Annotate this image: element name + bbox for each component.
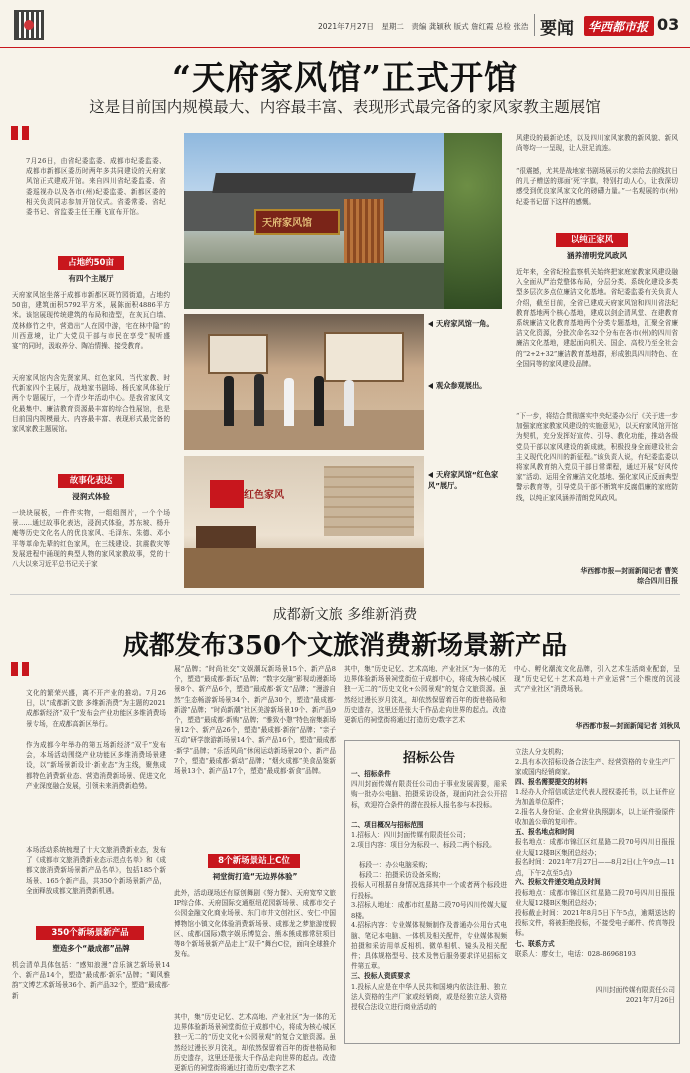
tender-title: 招标公告: [402, 751, 455, 766]
article2-mid-p3-start: 其中，集“历史记忆、艺术高地、产业社区”为一体的无边界体验新场景祠堂街位于成都中心，将成为核心城区独一无二的“历史文化+公园景观”的复合文旅资源。虽然经过漫长岁月洗礼，却依然保留着百年的街巷格局和历史遗存，这里还是张大千作品走向世界的起点。改造更新后的祠堂街将通过打造历史/数字艺术: [174, 1013, 336, 1073]
article1-p2: 天府家风馆内含先贤家风、红色家风、当代家教、时代新家四个主展厅，战地家书剧场、杨氏家风体验厅两个专题展厅，一个青少年活动中心。是我省家风文化最集中、廉洁教育资源最丰富的综合性展馆，也是目前国内规模最大、内容最丰富、表现形式最完备的家风家教主题展馆。: [12, 374, 170, 434]
photo-museum-exterior: [184, 133, 502, 309]
tender-s2-item: 投标人可根据自身情况选择其中一个或者两个标段进行投标。: [351, 881, 507, 900]
tender-s3: 三、投标人资质要求: [351, 972, 411, 981]
article2-kicker: 成都新文旅 多维新消费: [272, 607, 418, 623]
article1-p3: 一块块展板，一件件实物，一组组图片，一个个场景……通过故事化表达，浸润式体验，苏东坡、杨升庵等历史文化名人的优良家风、毛泽东、朱德、邓小平等革命先辈的红色家风，在三线建设、抗震救灾等发展进程中涌现的典型人物的家风家教故事，党的十八大以来习近平总书记关于家: [12, 509, 170, 569]
paper-name: 华西都市报: [588, 20, 649, 34]
page-number: 03: [657, 15, 680, 34]
article2-byline: 华西都市报—封面新闻记者 刘秋凤: [575, 722, 680, 730]
box-title-clean: 以纯正家风: [556, 233, 628, 247]
tender-s6: 六、投标文件递交地点及时间: [515, 878, 601, 887]
box-subtitle-story: 浸润式体验: [72, 492, 110, 501]
tender-s5: 五、报名地点和时间: [515, 828, 575, 837]
tender-s1: 一、招标条件: [351, 770, 391, 778]
article2-mid-p3: 其中，集“历史记忆、艺术高地、产业社区”为一体的无边界体验新场景祠堂街位于成都中心，将成为核心城区独一无二的“历史文化+公园景观”的复合文旅资源。虽然经过漫长岁月洗礼，却依然保留着百年的街巷格局和历史遗存，这里还是张大千作品走向世界的起点。改造更新后的祠堂街将通过打造历史/数字艺术: [344, 665, 506, 725]
box-title-8: 8个新场景站上C位: [208, 854, 300, 868]
box-subtitle-clean: 涵养清明党风政风: [567, 251, 627, 260]
box-subtitle-area: 有四个主展厅: [68, 274, 114, 283]
museum-sign: 天府家风馆: [262, 218, 312, 229]
photo-exhibit-hall: [184, 314, 424, 450]
tender-s7: 七、联系方式: [515, 939, 555, 948]
masthead-divider: [534, 14, 535, 36]
quote-mark-icon: [10, 660, 32, 680]
article1-p1: 天府家风馆坐落于成都市新都区斑竹园街道，占地约50亩，建筑面积5792平方米，展陈面积4886平方米。该馆展现传统建筑的布局和造型，在灰瓦白墙、茂林修竹之中，营造出“人在园中游，宅在林中隐”的川西意境，让广大党员干部与市民在享受“视听盛宴”的同时，汲取养分、陶冶情操、接受教育。: [12, 291, 170, 351]
tender-r2: 2.具有本次招标设备合法生产、经营资格的专业生产厂家或国内经销商家。: [515, 758, 675, 777]
article1-headline: “天府家风馆”正式开馆: [172, 58, 518, 97]
section-label: 要闻: [540, 19, 574, 39]
article2-lead3: 本场活动系统梳理了十大文旅消费新业态，发布了《成都市文旅消费新业态示范点名单》和《成都文旅消费新场景新产品名单》，包括185个新场景、165个新产品，共350个新场景新产品，全面释放成都文旅消费新机遇。: [26, 846, 166, 895]
qr-code-icon: [14, 10, 44, 40]
photo-red-gallery: [184, 456, 424, 588]
caption-arrow-icon: [428, 472, 433, 478]
box-title-story: 故事化表达: [58, 474, 124, 488]
tender-s4: 四、报名需要提交的材料: [515, 778, 588, 786]
article2-headline: 成都发布350个文旅消费新场景新产品: [122, 631, 568, 661]
tender-sign: 四川封面传媒有限责任公司: [595, 985, 675, 994]
box-title-350: 350个新场景新产品: [36, 926, 144, 940]
tender-s2-item: 3.招标人地址：成都市红星路二段70号四川传媒大厦8楼。: [351, 901, 507, 920]
tender-s6-text: 投标地点：成都市锦江区红星路二段70号四川日报报业大厦12楼B区集团总经办；: [515, 888, 675, 907]
tender-s3-text: 1.投标人应是在中华人民共和国境内依法注册、独立法人资格的生产厂家或经销商，或是经独立法人资格授权合法设立进行商业活动的: [351, 982, 507, 1012]
article2-lead2: 作为成都今年举办的第五场新经济“双千”发布会，本场活动围绕产业功能区多维消费场景建设，以“新场景新设计·新业态”为主线，聚焦成都特色消费新业态、营造消费新场景、促进文化产业深度融合发展，引领未来消费新趋势。: [26, 741, 166, 790]
caption-arrow-icon: [428, 321, 433, 327]
tender-s2-item: 2.项目内容：项目分为标段一、标段二两个标段。: [351, 841, 496, 850]
article1-right-p3: 近年来，全省纪检监察机关始终把家庭家教家风建设融入全面从严治党整体布局，分层分类、系统化建设多类型多层次多点位廉洁文化基地。省纪委监委有关负责人介绍，截至目前，全省已建成天府家风馆和四川省法纪教育基地两个核心基地，建成以剑企清风堂、在建教育系统廉洁文化教育基地两个分类专题基地，汇聚全省廉洁文化资源，分批次命名32个分布在各市(州)的四川省廉洁文化基地，建起面向机关、国企、高校乃至全社会的“2+2+32”廉洁教育基地群，形成独具四川特色、在全国同等的家风建设品牌。: [516, 268, 678, 368]
tender-s2-item: 标段二：拍摄采访设备采购；: [359, 871, 445, 880]
tender-s2: 二、项目概况与招标范围: [351, 821, 424, 830]
article2-left-p: 机会清单具体包括：“感知浪漫”音乐演艺新场景14个、新产品14个，塑造“最成都·新乐”品牌；“蜀风雅韵”文博艺术新场景36个、新产品32个，塑造“最成都·新: [12, 961, 170, 1000]
masthead: [0, 0, 690, 48]
tender-s1-text: 四川封面传媒有限责任公司由于事业发展需要，需采购一批办公电脑、拍摄采访设备，现面向社会公开招标，欢迎符合条件的潜在投标人报名参与本投标。: [351, 780, 507, 809]
tender-s2-item: 4.招标内容：专业媒体视频制作及普通办公用台式电脑、笔记本电脑、一体机及相关配件，专业媒体视频拍摄和采访用单反相机、微单相机、镜头及相关配件；具体规格型号、技术及售后服务要求详见招标文件第五章。: [351, 921, 507, 971]
article2-mid-p1: 展”品牌；“时尚社交”文娱潮玩新场景15个、新产品8个，塑造“最成都·新玩”品牌；“数字交融”影视动漫新场景8个、新产品6个，塑造“最成都·新文”品牌；“漫游自然”生态畅游新场景34个、新产品30个，塑造“最成都·新游”品牌；“时尚新潮”社区美游新场景19个、新产品9个，塑造“最成都·新购”品牌；“雅致小憩”特色宿集新场景12个、新产品26个，塑造“最成都·新宿”品牌；“亲子互动”研学旅游新场景14个、新产品16个，塑造“最成都·新学”品牌；“乐活风尚”休闲运动新场景20个、新产品7个，塑造“最成都·新动”品牌；“烟火成都”美食品鉴新场景13个、新产品17个，塑造“最成都·新食”品牌。: [174, 665, 336, 776]
article2-lead: 文化的繁荣兴盛，离不开产业的推动。7月26日，以“成都新文旅 多维新消费”为主题的2021成都新经济“双千”发布会产业功能区多维消费场景专场，在成都高新区举行。: [26, 689, 166, 728]
tender-s4-text2: 2.报名人身份证、企业营业执照副本，以上证件验原件收加盖公章的复印件。: [515, 808, 675, 827]
tender-s6-text2: 投标截止时间：2021年8月5日下午5点，逾期送达的投标文件，将被拒绝投标，不接受电子邮件、传真等投标。: [515, 908, 675, 938]
box-subtitle-8: 祠堂街打造“无边界体验”: [212, 872, 298, 881]
tender-s7-text: 联系人：廖女士，电话：028-86968193: [515, 949, 636, 958]
tender-s4-text: 1.经办人介绍信或法定代表人授权委托书，以上证件应为加盖单位原件；: [515, 788, 675, 807]
box-title-area: 占地约50亩: [58, 256, 124, 270]
tender-s5-text: 报名地点：成都市锦江区红星路二段70号四川日报报业大厦12楼B区集团总经办；: [515, 838, 675, 857]
tender-s5-text2: 报名时间：2021年7月27日——8月2日(上午9点—11点，下午2点至5点): [515, 858, 675, 877]
article1-byline: 华西都市报—封面新闻记者 曹笑 综合四川日报: [580, 567, 678, 585]
section-divider: [10, 594, 680, 595]
tender-s2-item: 标段一：办公电脑采购；: [359, 861, 432, 870]
article1-lead: 7月26日，由省纪委监委、成都市纪委监委、成都市新都区委历时两年多共同建设的天府家风馆正式建成开馆。来自四川省纪委监委、省委巡视办以及各市(州)纪委监委、新都区委的相关负责同志参加开馆仪式。省委常委、省纪委书记、省监委主任王雁飞宣布开馆。: [26, 157, 166, 217]
tender-date: 2021年7月26日: [625, 995, 675, 1004]
article1-right-p4: “下一步，将结合贯彻落实中央纪委办公厅《关于进一步加强家庭家教家风建设的实施意见》，以天府家风馆开馆为契机，充分发挥好宣传、引导、教化功能，推动各级党员干部以家风建设的新成就，积极投身全面建设社会主义现代化四川的新征程。”该负责人说，有纪委监委以将家风教育纳入党员干部日常课程，通过开展“好风传家”活动、运用全省廉洁文化基地、强化家风正反面典型警示教育等，引导党员干部不断筑牢反腐倡廉的家庭防线，以纯正家风涵养清朗党风政风。: [516, 412, 678, 502]
caption-2: 观众参观展出。: [428, 381, 508, 392]
tender-s2-item: 1.招标人：四川封面传媒有限责任公司；: [351, 831, 470, 840]
article1-right-p2: “很震撼，尤其是战地家书剧场展示的父亲给去前线抗日的儿子赠送的那面‘死’字旗，特别打动人心，让我深切感受到优良家风家文化的磅礴力量。”一名观展的市(州)纪委书记留下这样的感慨。: [516, 167, 678, 206]
article2-mid-p2: 此外，活动现场还有原创舞剧《努力餐》、天府宽窄文旅IP综合体、天府国际交通枢纽花园新场景、成都市交子公园金融文化商业场景、东门市井文创社区、安仁·中国博物馆小镇文化体验消费新场景、成都龙之梦旅游度假区、成都(国际)数字娱乐博览会、熊本熊成都常驻项目等8个新场景新产品走上“双千”舞台C位，面向全球推介发布。: [174, 889, 336, 959]
quote-mark-icon: [10, 124, 32, 144]
date-line: 2021年7月27日 星期二 责编 龚颖秋 版式 詹红霞 总检 张浩: [318, 22, 529, 31]
tender-r1: 立法人分支机构；: [515, 748, 568, 756]
caption-1: 天府家风馆一角。: [428, 319, 508, 330]
article1-right-p1: 风建设的最新论述，以及四川家风家教的新风貌、新风尚等均一一呈现，让人驻足流连。: [516, 134, 678, 153]
caption-3: 天府家风馆“红色家风”展厅。: [428, 470, 499, 490]
tender-box: [344, 740, 680, 1044]
caption-arrow-icon: [428, 383, 433, 389]
article2-right-p4: 中心、孵化潮流文化品牌，引入艺术生活商业配套，呈现“历史记忆＋艺术高地＋产业运营”三个维度的沉浸式“产业社区”消费场景。: [514, 665, 680, 694]
box-subtitle-350: 塑造多个“最成都”品牌: [52, 944, 130, 953]
article1-subheadline: 这是目前国内规模最大、内容最丰富、表现形式最完备的家风家教主题展馆: [89, 98, 601, 116]
mural-text: 红色家风: [244, 490, 284, 501]
